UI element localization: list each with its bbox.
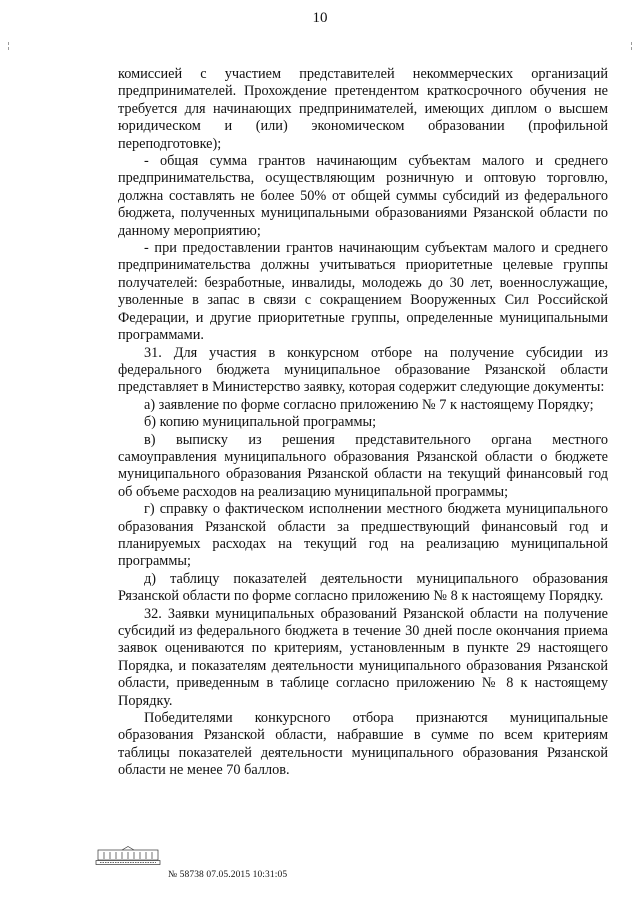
paragraph: Победителями конкурсного отбора признаются муниципальные образования Рязанской области, набравшие в сумме по всем критериям таблицы показателей деятельности муниципального образования Рязанской области не менее 70 баллов. [118, 710, 608, 779]
paragraph: 31. Для участия в конкурсном отборе на получение субсидии из федерального бюджета муниципальное образование Рязанской области представляет в Министерство заявку, которая содержит следующие документы: [118, 344, 608, 396]
paragraph: 32. Заявки муниципальных образований Рязанской области на получение субсидий из федерального бюджета в течение 30 дней после окончания приема заявок оцениваются по критериям, установленным в пункте 29 настоящего Порядка, и показателям деятельности муниципального образования Рязанской области, приведенным в таблице согласно приложению № 8 к настоящему Порядку. [118, 605, 608, 709]
page-number: 10 [312, 10, 328, 26]
right-margin-mark [631, 42, 633, 50]
paragraph: - общая сумма грантов начинающим субъектам малого и среднего предпринимательства, осуществляющим розничную и оптовую торговлю, должна составлять не более 50% от общей суммы субсидий из федерального бюджета, полученных муниципальными образованиями Рязанской области по данному мероприятию; [118, 153, 608, 239]
building-seal-icon [94, 845, 162, 867]
paragraph: а) заявление по форме согласно приложению № 7 к настоящему Порядку; [144, 396, 594, 413]
registration-stamp: № 58738 07.05.2015 10:31:05 [168, 870, 288, 880]
paragraph: г) справку о фактическом исполнении местного бюджета муниципального образования Рязанской области за предшествующий финансовый год и планируемых расходах на текущий год на реализацию муниципальной программы; [118, 501, 608, 570]
document-body [118, 66, 608, 780]
paragraph: - при предоставлении грантов начинающим субъектам малого и среднего предпринимательства должны учитываться приоритетные целевые группы получателей: безработные, инвалиды, молодежь до 30 лет, военнослужащие, уволенные в запас в связи с сокращением Вооруженных Сил Российской Федерации, и другие приоритетные группы, определенные муниципальными программами. [118, 240, 608, 344]
left-margin-mark [8, 42, 10, 50]
paragraph: д) таблицу показателей деятельности муниципального образования Рязанской области по форме согласно приложению № 8 к настоящему Порядку. [118, 570, 608, 605]
paragraph: б) копию муниципальной программы; [144, 414, 377, 431]
paragraph: комиссией с участием представителей некоммерческих организаций предпринимателей. Прохождение претендентом краткосрочного обучения не требуется для начинающих предпринимателей, имеющих диплом о высшем юридическом и (или) экономическом образовании (профильной переподготовке); [118, 66, 608, 152]
paragraph: в) выписку из решения представительного органа местного самоуправления муниципального образования Рязанской области о бюджете муниципального образования Рязанской области на текущий финансовый год об объеме расходов на реализацию муниципальной программы; [118, 431, 608, 500]
